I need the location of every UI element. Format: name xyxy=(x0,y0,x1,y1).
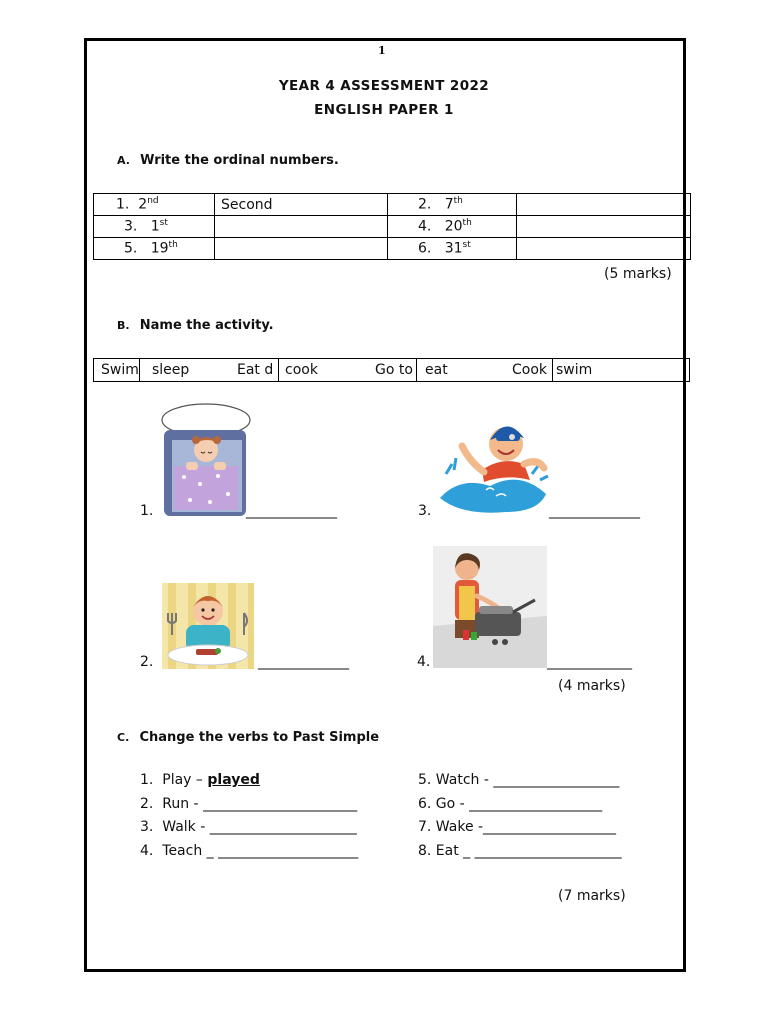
answer-cell[interactable] xyxy=(517,194,691,216)
table-cell: 6. 31st xyxy=(388,238,517,260)
section-a-letter: A. xyxy=(117,154,130,167)
divider xyxy=(416,359,417,381)
word-bank-item: swim xyxy=(556,362,593,378)
title-line-1: YEAR 4 ASSESSMENT 2022 xyxy=(278,78,490,94)
table-cell: 2. 7th xyxy=(388,194,517,216)
section-c-title: Change the verbs to Past Simple xyxy=(139,730,380,745)
activity-2-number: 2. xyxy=(140,654,154,670)
word-bank-item: Cook xyxy=(512,362,548,378)
verb-item-7[interactable]: 7. Wake -___________________ xyxy=(418,819,617,835)
divider xyxy=(552,359,553,381)
section-c-marks: (7 marks) xyxy=(558,888,626,904)
activity-3-number: 3. xyxy=(418,503,432,519)
word-bank-item: Swim xyxy=(101,362,139,378)
cooking-woman-picture xyxy=(433,546,547,668)
activity-1-number: 1. xyxy=(140,503,154,519)
eating-boy-picture xyxy=(162,583,254,669)
table-row xyxy=(94,194,691,216)
verb-item-5[interactable]: 5. Watch - __________________ xyxy=(418,772,620,788)
table-cell: 3. 1st xyxy=(94,216,215,238)
verb-item-6[interactable]: 6. Go - ___________________ xyxy=(418,796,603,812)
example-answer: played xyxy=(207,772,260,788)
table-cell: 5. 19th xyxy=(94,238,215,260)
table-row xyxy=(94,238,691,260)
word-bank-item: Go to xyxy=(375,362,413,378)
section-b-marks: (4 marks) xyxy=(558,678,626,694)
verb-item-2[interactable]: 2. Run - ______________________ xyxy=(140,796,358,812)
title-line-2: ENGLISH PAPER 1 xyxy=(314,102,454,118)
section-b-heading xyxy=(117,314,274,333)
verb-item-3[interactable]: 3. Walk - _____________________ xyxy=(140,819,357,835)
section-b-letter: B. xyxy=(117,319,130,332)
verb-item-4[interactable]: 4. Teach _ ____________________ xyxy=(140,843,359,859)
word-bank xyxy=(93,358,690,382)
word-bank-item: sleep xyxy=(152,362,190,378)
answer-cell[interactable] xyxy=(215,238,388,260)
answer-cell[interactable] xyxy=(215,216,388,238)
divider xyxy=(139,359,140,381)
section-b-title: Name the activity. xyxy=(139,318,274,333)
activity-4-number: 4. xyxy=(417,654,431,670)
section-a-title: Write the ordinal numbers. xyxy=(140,153,339,168)
section-a-heading xyxy=(117,149,339,168)
verb-item-1: 1. Play – played xyxy=(140,772,260,788)
ordinal-table xyxy=(93,193,691,260)
answer-cell[interactable] xyxy=(517,238,691,260)
activity-1-answer-line[interactable]: _______________ xyxy=(246,503,336,519)
verb-item-8[interactable]: 8. Eat _ _____________________ xyxy=(418,843,622,859)
page-number: 1 xyxy=(378,44,386,57)
table-cell: 4. 20th xyxy=(388,216,517,238)
answer-cell[interactable] xyxy=(517,216,691,238)
sleeping-girl-picture xyxy=(160,402,252,518)
word-bank-item: Eat d xyxy=(237,362,274,378)
table-cell: 1. 2nd xyxy=(94,194,215,216)
divider xyxy=(278,359,279,381)
section-c-heading xyxy=(117,726,379,745)
activity-2-answer-line[interactable]: _______________ xyxy=(258,654,348,670)
section-c-letter: C. xyxy=(117,731,130,744)
swimming-boy-picture xyxy=(436,414,552,518)
word-bank-item: eat xyxy=(425,362,448,378)
activity-4-answer-line[interactable]: ______________ xyxy=(547,654,631,670)
activity-3-answer-line[interactable]: _______________ xyxy=(549,503,639,519)
section-a-marks: (5 marks) xyxy=(604,266,672,282)
word-bank-item: cook xyxy=(285,362,318,378)
answer-cell[interactable]: Second xyxy=(215,194,388,216)
table-row xyxy=(94,216,691,238)
